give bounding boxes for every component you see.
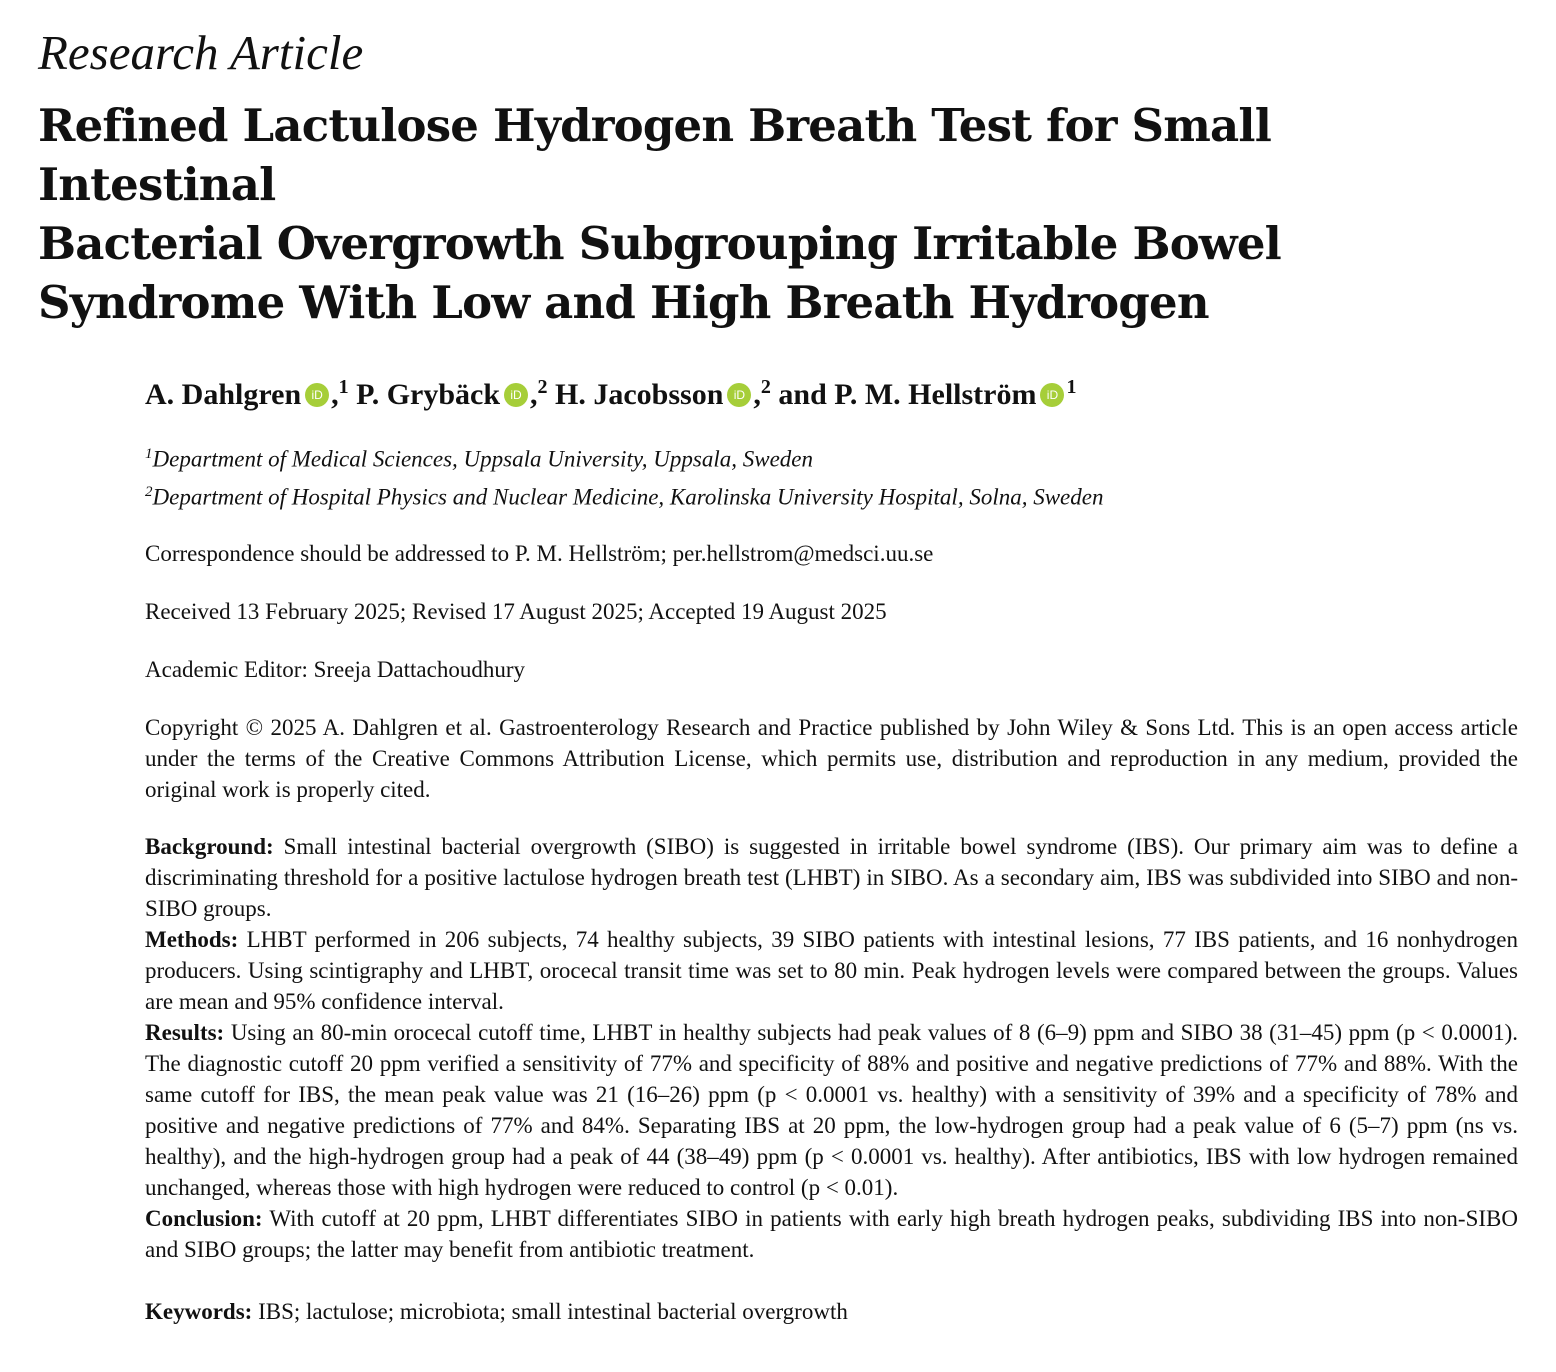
author-affiliation-ref: 1 [1066,376,1077,398]
orcid-icon[interactable]: iD [1040,383,1064,407]
title-line: Bacterial Overgrowth Subgrouping Irritable Bowel [38,217,1281,270]
orcid-icon[interactable]: iD [727,383,751,407]
keywords: Keywords: IBS; lactulose; microbiota; small intestinal bacterial overgrowth [145,1299,848,1325]
author-name[interactable]: P. M. Hellström [834,378,1037,411]
article-front-matter [145,362,1518,1327]
orcid-icon[interactable]: iD [305,383,329,407]
abstract-methods: Methods: LHBT performed in 206 subjects, 74 healthy subjects, 39 SIBO patients with intestinal lesions, 77 IBS patients, and 16 nonhydrogen producers. Using scintigraphy and LHBT, orocecal transit time was set to 80 min. Peak hydrogen levels were compared between the groups. Values are mean and 95% confidence interval. [145,927,1518,1015]
title-line: Syndrome With Low and High Breath Hydrogen [38,276,1209,329]
article-type: Research Article [38,25,364,80]
author: P. Grybäck iD ,$^2$ [356,376,548,411]
affiliation: $^2$Department of Hospital Physics and Nuclear Medicine, Karolinska University Hospital, Solna, Sweden [145,483,1104,510]
author-list [145,362,1518,420]
author: A. Dahlgren iD ,$^1$ [145,376,349,411]
title-line: Refined Lactulose Hydrogen Breath Test for Small Intestinal [38,99,1271,211]
author-affiliation-ref: 2 [537,376,548,398]
publication-dates: Received 13 February 2025; Revised 17 August 2025; Accepted 19 August 2025 [145,599,887,625]
author: and P. M. Hellström iD $^1$ [778,376,1077,411]
abstract-conclusion: Conclusion: With cutoff at 20 ppm, LHBT differentiates SIBO in patients with early high breath hydrogen peaks, subdividing IBS into non-SIBO and SIBO groups; the latter may benefit from antibiotic treatment. [145,1206,1518,1263]
author-affiliation-ref: 1 [338,376,349,398]
author: H. Jacobsson iD ,$^2$ [555,376,771,411]
author-affiliation-ref: 2 [760,376,771,398]
article-title [38,96,1518,332]
author-name[interactable]: P. Grybäck [356,378,501,411]
academic-editor: Academic Editor: Sreeja Dattachoudhury [145,657,525,683]
abstract-background: Background: Small intestinal bacterial overgrowth (SIBO) is suggested in irritable bowel syndrome (IBS). Our primary aim was to define a discriminating threshold for a positive lactulose hydrogen breath test (LHBT) in SIBO. As a secondary aim, IBS was subdivided into SIBO and non-SIBO groups. [145,834,1518,922]
abstract [145,831,1518,1265]
affiliations [145,438,1518,513]
correspondence: Correspondence should be addressed to P. M. Hellström; per.hellstrom@medsci.uu.se [145,541,934,567]
orcid-icon[interactable]: iD [504,383,528,407]
copyright-notice: Copyright © 2025 A. Dahlgren et al. Gastroenterology Research and Practice published by John Wiley & Sons Ltd. This is an open access article under the terms of the Creative Commons Attribution License, which permits use, distribution and reproduction in any medium, provided the original work is properly cited. [145,715,1518,803]
author-name[interactable]: H. Jacobsson [555,378,724,411]
author-name[interactable]: A. Dahlgren [145,378,302,411]
abstract-results: Results: Using an 80-min orocecal cutoff time, LHBT in healthy subjects had peak values of 8 (6–9) ppm and SIBO 38 (31–45) ppm (p < 0.0001). The diagnostic cutoff 20 ppm verified a sensitivity of 77% and specificity of 88% and positive and negative predictions of 77% and 88%. With the same cutoff for IBS, the mean peak value was 21 (16–26) ppm (p < 0.0001 vs. healthy) with a sensitivity of 39% and a specificity of 78% and positive and negative predictions of 77% and 84%. Separating IBS at 20 ppm, the low-hydrogen group had a peak value of 6 (5–7) ppm (ns vs. healthy), and the high-hydrogen group had a peak of 44 (38–49) ppm (p < 0.0001 vs. healthy). After antibiotics, IBS with low hydrogen remained unchanged, whereas those with high hydrogen were reduced to control (p < 0.01). [145,1020,1518,1201]
affiliation: $^1$Department of Medical Sciences, Uppsala University, Uppsala, Sweden [145,446,813,472]
